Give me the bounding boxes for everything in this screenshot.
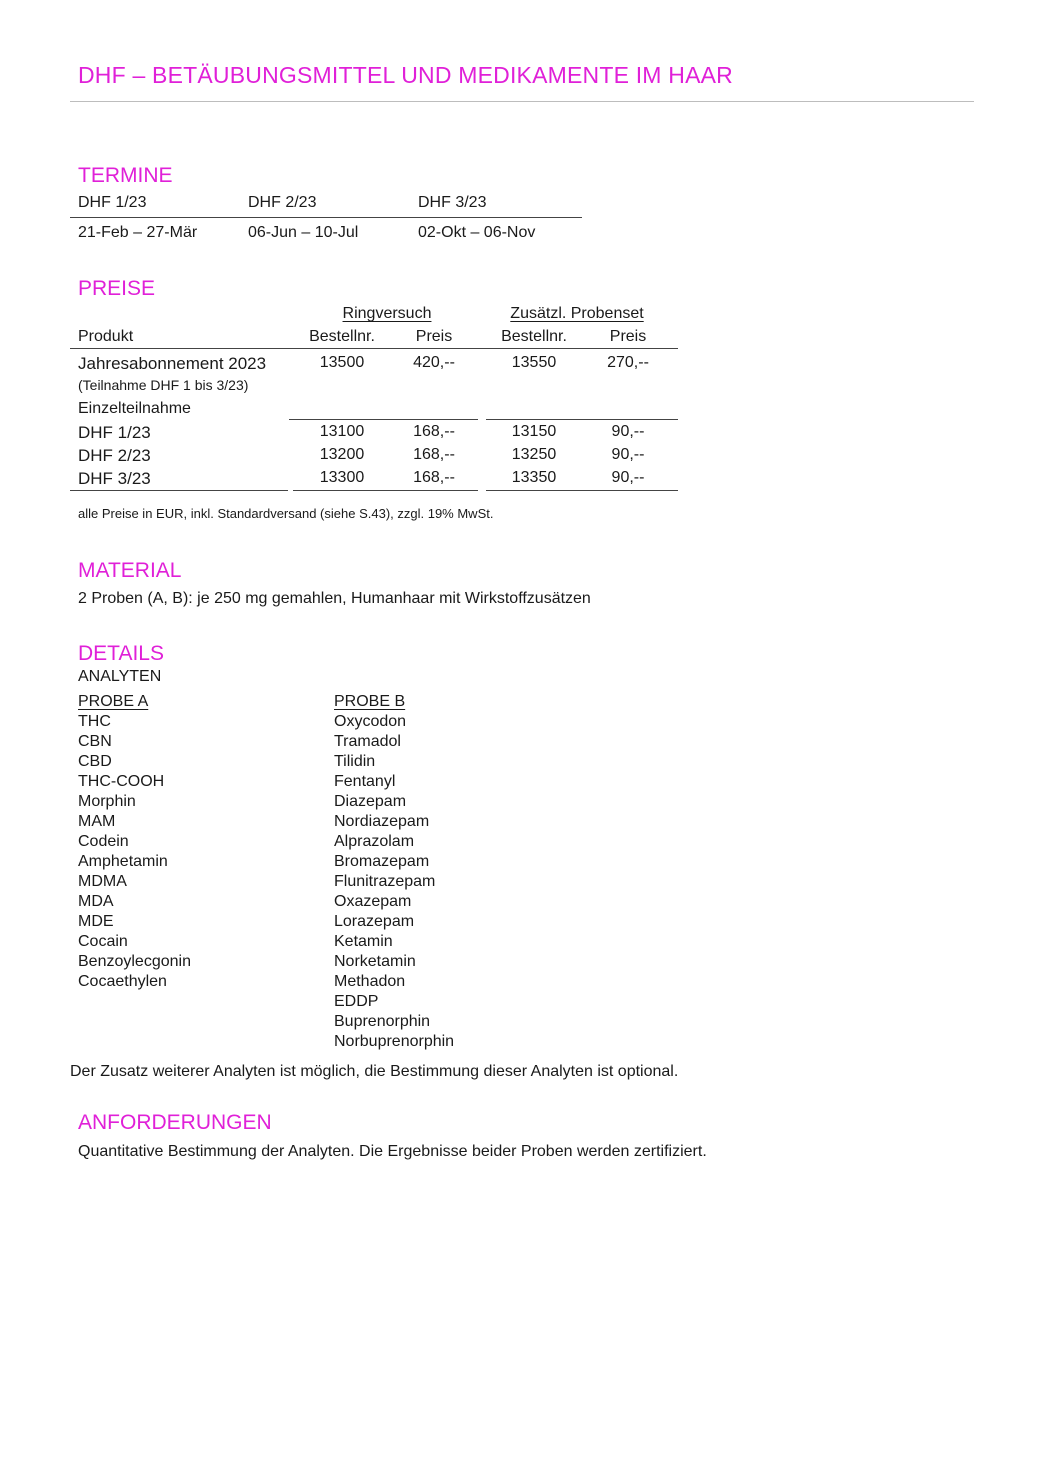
title-divider	[70, 101, 974, 102]
probe-b-item: Diazepam	[334, 793, 407, 810]
row-preis-3: 168,--	[413, 469, 455, 486]
probe-a-item: Benzoylecgonin	[78, 953, 191, 970]
details-note: Der Zusatz weiterer Analyten ist möglich, die Bestimmung dieser Analyten ist optional.	[70, 1063, 679, 1080]
row-produkt-1: DHF 1/23	[78, 423, 151, 442]
abo-bestellnr: 13500	[319, 354, 365, 371]
probe-b-item: Tramadol	[334, 733, 401, 750]
probe-b-item: Oxycodon	[334, 713, 407, 730]
preise-header-rule	[70, 348, 678, 349]
probe-a-item: Cocain	[78, 933, 128, 950]
preise-bottom-rule-produkt	[70, 490, 288, 491]
einzel-label: Einzelteilnahme	[78, 400, 191, 417]
probe-b-item: Tilidin	[334, 753, 376, 770]
probe-b-item: Alprazolam	[334, 833, 415, 850]
probe-b-item: Buprenorphin	[334, 1013, 431, 1030]
col-preis-ring: Preis	[415, 328, 453, 345]
probe-a-item: MDA	[78, 893, 114, 910]
col-produkt: Produkt	[78, 328, 134, 345]
probe-b-item: Methadon	[334, 973, 406, 990]
abo-sub: (Teilnahme DHF 1 bis 3/23)	[78, 377, 249, 393]
col-bestellnr-ring: Bestellnr.	[309, 328, 375, 345]
probe-a-item: Cocaethylen	[78, 973, 167, 990]
probe-a-item: MDE	[78, 913, 114, 930]
page-title: DHF – BETÄUBUNGSMITTEL UND MEDIKAMENTE IM HAAR	[78, 62, 733, 88]
probe-a-item: THC-COOH	[78, 773, 165, 790]
abo-set-preis: 270,--	[607, 354, 649, 371]
row-bestellnr-3: 13300	[319, 469, 365, 486]
row-bestellnr-2: 13200	[319, 446, 365, 463]
analyten-label: ANALYTEN	[78, 668, 162, 685]
row-set-preis-1: 90,--	[611, 423, 645, 440]
group-ringversuch: Ringversuch	[342, 305, 432, 322]
probe-a-item: THC	[78, 713, 111, 730]
anforderungen-text: Quantitative Bestimmung der Analyten. Die Ergebnisse beider Proben werden zertifiziert.	[78, 1143, 707, 1160]
probe-b-label: PROBE B	[334, 693, 406, 710]
termine-date-3: 02-Okt – 06-Nov	[418, 224, 536, 241]
row-produkt-3: DHF 3/23	[78, 469, 151, 488]
preise-bottom-rule-ring	[293, 490, 478, 491]
termine-date-1: 21-Feb – 27-Mär	[78, 224, 198, 241]
col-bestellnr-set: Bestellnr.	[501, 328, 567, 345]
einzel-rule-ring	[289, 419, 478, 420]
probe-a-label: PROBE A	[78, 693, 149, 710]
abo-set-bestellnr: 13550	[511, 354, 557, 371]
probe-b-item: Flunitrazepam	[334, 873, 436, 890]
row-set-bestellnr-3: 13350	[511, 469, 557, 486]
probe-a-item: CBN	[78, 733, 112, 750]
termine-header-rule	[70, 217, 582, 218]
material-heading: MATERIAL	[78, 559, 182, 582]
probe-a-list	[78, 712, 191, 992]
probe-b-item: Lorazepam	[334, 913, 415, 930]
row-preis-2: 168,--	[413, 446, 455, 463]
termine-col-1: DHF 1/23	[78, 194, 147, 211]
preise-bottom-rule-set	[486, 490, 678, 491]
row-set-preis-2: 90,--	[611, 446, 645, 463]
probe-a-item: Morphin	[78, 793, 136, 810]
preise-heading: PREISE	[78, 277, 156, 300]
probe-b-item: EDDP	[334, 993, 379, 1010]
details-heading: DETAILS	[78, 642, 164, 665]
row-bestellnr-1: 13100	[319, 423, 365, 440]
row-set-bestellnr-1: 13150	[511, 423, 557, 440]
group-probenset: Zusätzl. Probenset	[510, 305, 644, 322]
material-text: 2 Proben (A, B): je 250 mg gemahlen, Humanhaar mit Wirkstoffzusätzen	[78, 590, 591, 607]
termine-heading: TERMINE	[78, 164, 173, 187]
probe-b-item: Norketamin	[334, 953, 416, 970]
col-preis-set: Preis	[609, 328, 647, 345]
row-set-bestellnr-2: 13250	[511, 446, 557, 463]
probe-a-item: MDMA	[78, 873, 127, 890]
probe-b-item: Norbuprenorphin	[334, 1033, 455, 1050]
abo-label: Jahresabonnement 2023	[78, 354, 267, 373]
probe-b-item: Ketamin	[334, 933, 393, 950]
anforderungen-heading: ANFORDERUNGEN	[78, 1111, 272, 1134]
abo-preis: 420,--	[413, 354, 455, 371]
probe-a-item: Codein	[78, 833, 129, 850]
row-produkt-2: DHF 2/23	[78, 446, 151, 465]
probe-a-item: Amphetamin	[78, 853, 168, 870]
row-set-preis-3: 90,--	[611, 469, 645, 486]
preise-note: alle Preise in EUR, inkl. Standardversand (siehe S.43), zzgl. 19% MwSt.	[78, 506, 494, 521]
probe-b-item: Fentanyl	[334, 773, 396, 790]
probe-b-item: Nordiazepam	[334, 813, 430, 830]
probe-b-item: Bromazepam	[334, 853, 430, 870]
termine-col-3: DHF 3/23	[418, 194, 487, 211]
probe-a-item: MAM	[78, 813, 116, 830]
row-preis-1: 168,--	[413, 423, 455, 440]
termine-date-2: 06-Jun – 10-Jul	[248, 224, 359, 241]
einzel-rule-set	[486, 419, 678, 420]
probe-b-item: Oxazepam	[334, 893, 412, 910]
probe-a-item: CBD	[78, 753, 112, 770]
probe-b-list	[334, 712, 454, 1052]
termine-col-2: DHF 2/23	[248, 194, 317, 211]
